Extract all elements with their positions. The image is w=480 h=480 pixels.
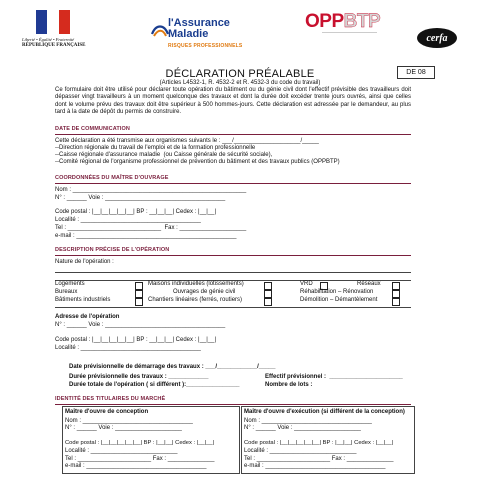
maitre-voie-field[interactable]: N° : ______ Voie : ____________________________________ (55, 195, 226, 201)
checkbox-logements[interactable] (135, 282, 143, 290)
operation-voie-field[interactable]: N° : ______ Voie : ____________________________________ (55, 322, 226, 328)
section-title: DESCRIPTION PRÉCISE DE L'OPÉRATION (55, 247, 170, 253)
duree-field[interactable]: Durée prévisionnelle des travaux : ____________ (69, 374, 209, 380)
section-title: IDENTITÉ DES TITULAIRES DU MARCHÉ (55, 396, 166, 402)
french-flag-icon (36, 10, 70, 34)
opt-genie-civil: Ouvrages de génie civil (173, 289, 236, 295)
republique-francaise-logo (22, 10, 84, 48)
operation-cp-field[interactable]: Code postal : |__|__|__|__|__| BP : __|__|__| Cedex : |__|__| (55, 337, 217, 343)
form-subtitle: (Articles L4532-1, R. 4532-2 et R. 4532-3 du code du travail) (159, 80, 321, 86)
separator (55, 307, 411, 308)
rf-motto: Liberté • Égalité • Fraternité (22, 37, 75, 42)
conception-cp-field[interactable]: Code postal : |__|__|__|__|__| BP : |__|__| Cedex : |__|__| (65, 440, 215, 446)
conception-nom-field[interactable]: Nom : _________________________________ (65, 418, 193, 424)
checkbox-batiments[interactable] (135, 298, 143, 306)
execution-email-field[interactable]: e-mail : ____________________________________ (244, 463, 386, 469)
demarrage-field[interactable]: Date prévisionnelle de démarrage des travaux : ___/____________/_____ (69, 364, 276, 370)
opt-rehabilitation: Réhabilitation – Rénovation (300, 289, 374, 295)
section-description (55, 247, 411, 256)
conception-tel-field[interactable]: Tel : ______________________ Fax : ______________ (65, 456, 215, 462)
checkbox-maisons[interactable] (264, 282, 272, 290)
maitre-localite-field[interactable]: Localité : ____________________________________ (55, 217, 201, 223)
form-title: DÉCLARATION PRÉALABLE (165, 68, 315, 80)
assurance-maladie-logo (150, 14, 260, 60)
execution-localite-field[interactable]: Localité : __________________________ (244, 448, 357, 454)
section-communication (55, 126, 411, 135)
opt-bureaux: Bureaux (55, 289, 78, 295)
section-title: DATE DE COMMUNICATION (55, 126, 130, 132)
form-code: DE 08 (397, 66, 435, 79)
am-line3: RISQUES PROFESSIONNELS (168, 43, 243, 49)
adresse-label: Adresse de l'opération (55, 314, 120, 320)
checkbox-demolition[interactable] (392, 298, 400, 306)
opt-maisons: Maisons individuelles (lotissements) (148, 281, 244, 287)
opt-reseaux: Réseaux (357, 281, 381, 287)
rf-name: RÉPUBLIQUE FRANÇAISE (22, 43, 86, 48)
execution-cp-field[interactable]: Code postal : |__|__|__|__|__| BP : |__|__| Cedex : |__|__| (244, 440, 394, 446)
checkbox-genie-civil[interactable] (264, 290, 272, 298)
maitre-nom-field[interactable]: Nom : ____________________________________________________ (55, 187, 247, 193)
conception-voie-field[interactable]: N° : ______ Voie : ____________________ (65, 425, 182, 431)
execution-title: Maître d'ouvre d'exécution (si différent de la conception) (244, 409, 405, 415)
section-title: COORDONNÉES DU MAÎTRE D'OUVRAGE (55, 175, 169, 181)
effectif-field[interactable]: Effectif prévisionnel : ______________________ (265, 374, 403, 380)
opt-vrd: VRD (300, 281, 313, 287)
execution-nom-field[interactable]: Nom : _________________________________ (244, 418, 372, 424)
communication-org3: --Comité régional de l'organisme professionnel de prévention du bâtiment et des travaux publics (OPPBTP) (55, 159, 340, 165)
nature-line[interactable] (55, 272, 411, 273)
cerfa-logo: cerfa (417, 28, 457, 48)
oppbtp-logo (305, 11, 381, 42)
communication-org2: --Caisse régionale d'assurance maladie (ou Caisse générale de sécurité sociale), (55, 152, 273, 158)
btp-text: BTP (343, 11, 381, 32)
opt-logements: Logements (55, 281, 85, 287)
opp-text: OPP (305, 11, 344, 32)
opt-chantiers: Chantiers linéaires (ferrés, routiers) (148, 297, 243, 303)
lots-field[interactable]: Nombre de lots : (265, 382, 313, 388)
conception-localite-field[interactable]: Localité : __________________________ (65, 448, 178, 454)
maitre-cp-field[interactable]: Code postal : |__|__|__|__|__| BP : __|__|__| Cedex : |__|__| (55, 209, 217, 215)
communication-date-field[interactable]: Cette déclaration a été transmise aux organismes suivants le : ___/____________________/_____ (55, 138, 319, 144)
checkbox-rehabilitation[interactable] (392, 290, 400, 298)
checkbox-chantiers[interactable] (264, 298, 272, 306)
section-maitre-ouvrage (55, 175, 411, 184)
am-line2: Maladie (168, 28, 209, 40)
conception-title: Maître d'ouvre de conception (65, 409, 149, 415)
conception-email-field[interactable]: e-mail : ____________________________________ (65, 463, 207, 469)
checkbox-bureaux[interactable] (135, 290, 143, 298)
checkbox-reseaux[interactable] (392, 282, 400, 290)
duree-totale-field[interactable]: Durée totale de l'opération ( si différent ):________________ (69, 382, 240, 388)
opt-batiments: Bâtiments industriels (55, 297, 111, 303)
am-line1: l'Assurance (168, 17, 230, 29)
assurance-maladie-icon (150, 20, 170, 40)
operation-localite-field[interactable]: Localité : ____________________________________ (55, 345, 201, 351)
communication-org1: --Direction régionale du travail de l'emploi et de la formation professionnelle (55, 145, 256, 151)
opt-demolition: Démolition – Démantèlement (300, 297, 378, 303)
execution-tel-field[interactable]: Tel : ______________________ Fax : ______________ (244, 456, 394, 462)
nature-label: Nature de l'opération : (55, 259, 114, 265)
maitre-email-field[interactable]: e-mail : ________________________________________________ (55, 233, 237, 239)
section-titulaires (55, 396, 411, 405)
maitre-tel-field[interactable]: Tel : ____________________________ Fax : ____________________ (55, 225, 247, 231)
form-intro: Ce formulaire doit être utilisé pour déclarer toute opération du bâtiment ou du génie civil dont l'effectif prévisible des travailleurs doit dépasser vingt travailleurs à un moment quelconque des travaux et dont la durée doit excéder trente jours ouvrés, ainsi que celles dont le volume prévu des travaux doit être supérieur à 500 hommes-jours. Cette déclaration est adressée par le demandeur, au plus tard à la date de dépôt du permis de construire. (55, 87, 411, 115)
execution-voie-field[interactable]: N° : ______ Voie : ____________________ (244, 425, 361, 431)
